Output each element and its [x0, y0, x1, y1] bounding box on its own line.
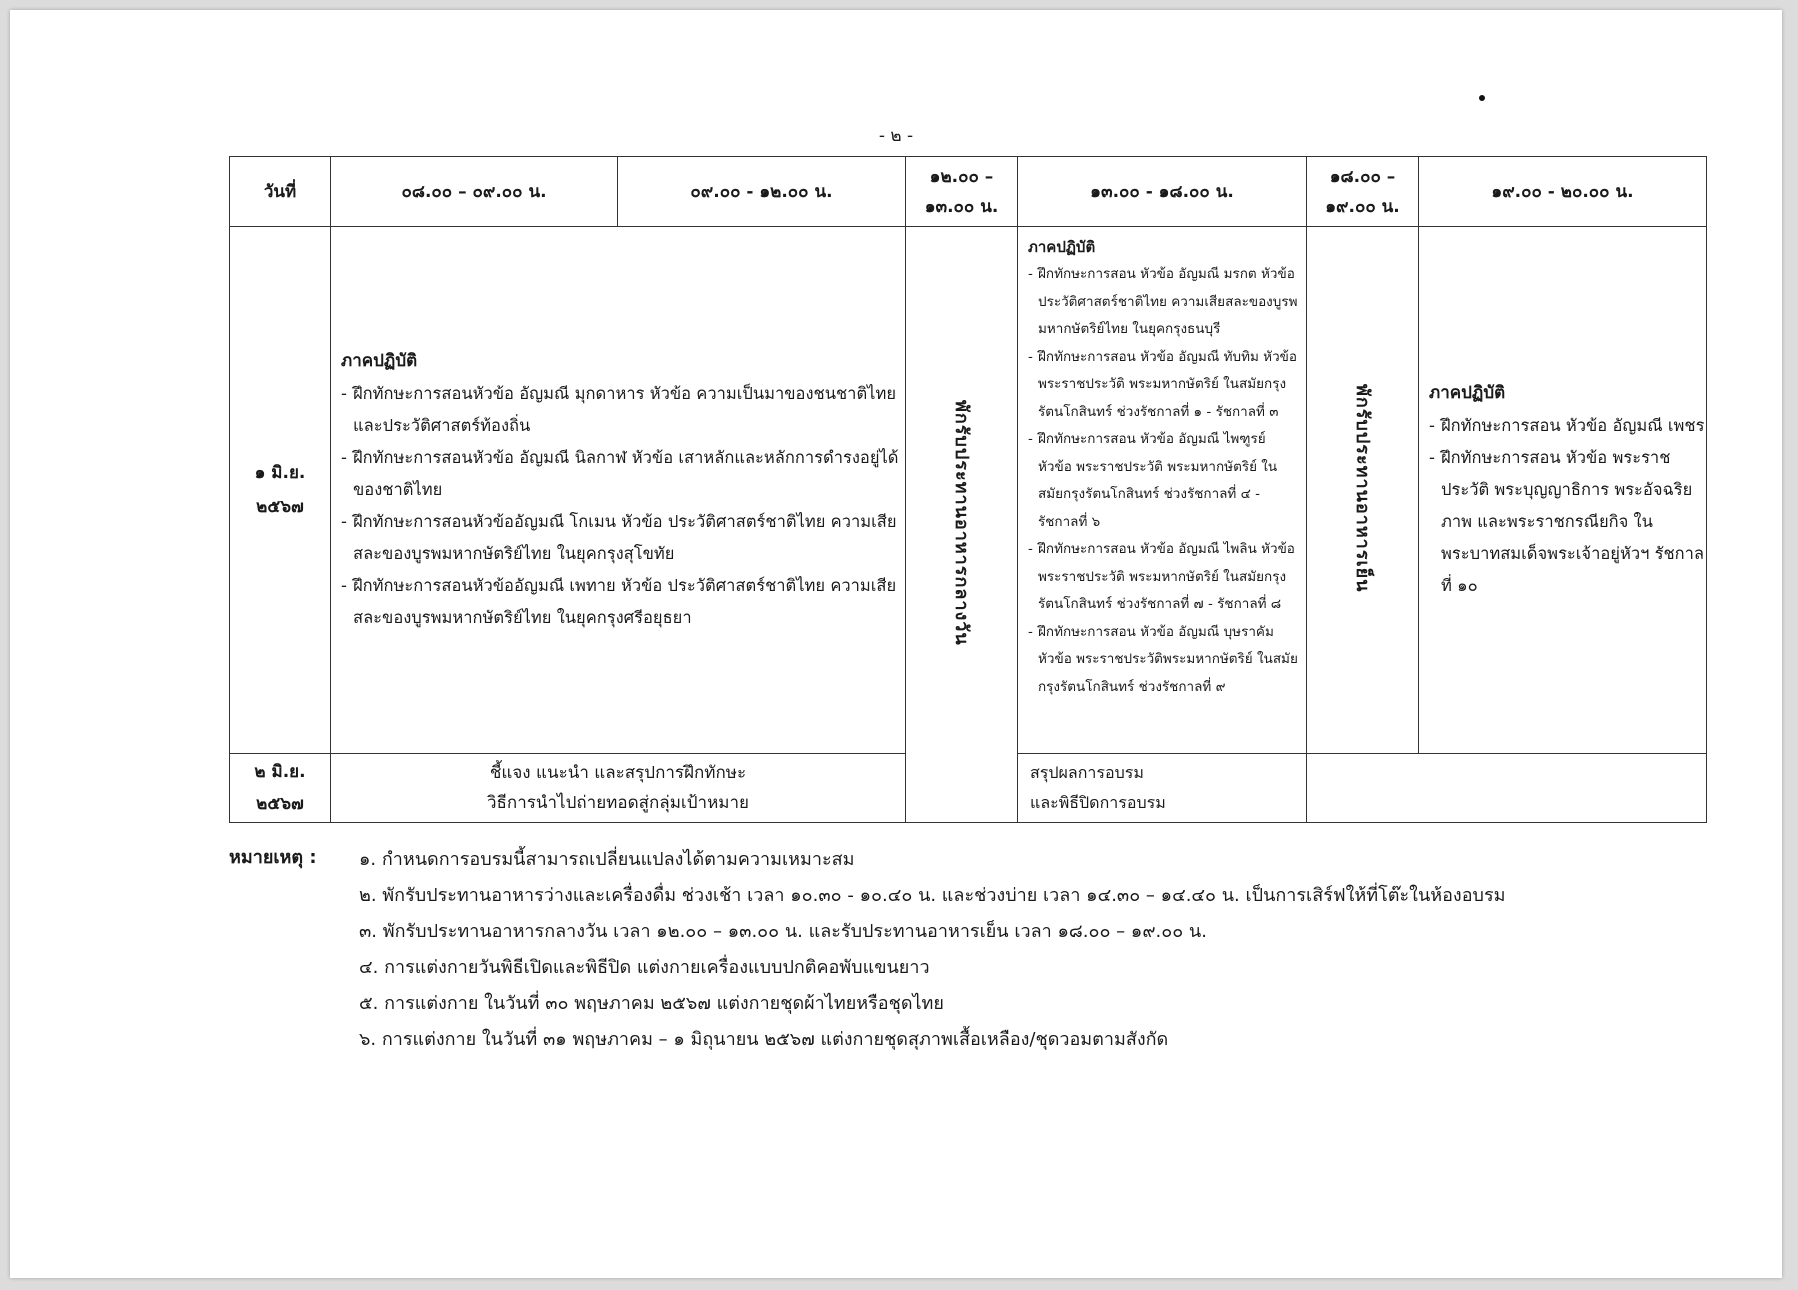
list-item: - ฝึกทักษะการสอน หัวข้อ อัญมณี ไพลิน หัวข้อ พระราชประวัติ พระมหากษัตริย์ ในสมัยกรุงรัตนโกสินทร์ ช่วงรัชกาลที่ ๗ - รัชกาลที่ ๘	[1028, 536, 1302, 619]
header-slot-4: ๑๓.๐๐ - ๑๘.๐๐ น.	[1018, 157, 1307, 227]
header-slot-5-line1: ๑๘.๐๐ –	[1329, 166, 1396, 187]
row1-date-line2: ๒๕๖๗	[256, 497, 304, 517]
row2-afternoon-line1: สรุปผลการอบรม	[1030, 763, 1144, 782]
row2-afternoon-cell	[1018, 754, 1307, 823]
notes-list	[229, 842, 1505, 1058]
row1-afternoon-title: ภาคปฏิบัติ	[1028, 238, 1096, 256]
row2-empty-cell	[1307, 754, 1707, 823]
row1-morning-cell	[331, 227, 906, 754]
row1-date-line1: ๑ มิ.ย.	[254, 463, 306, 483]
note-item: ๕. การแต่งกาย ในวันที่ ๓๐ พฤษภาคม ๒๕๖๗ แต่งกายชุดผ้าไทยหรือชุดไทย	[359, 993, 944, 1014]
row1-afternoon-cell	[1018, 227, 1307, 754]
list-item: - ฝึกทักษะการสอน หัวข้อ อัญมณี ไพฑูรย์ หัวข้อ พระราชประวัติ พระมหากษัตริย์ ในสมัยกรุงรัตนโกสินทร์ ช่วงรัชกาลที่ ๔ - รัชกาลที่ ๖	[1028, 426, 1302, 536]
header-slot-1: ๐๘.๐๐ – ๐๙.๐๐ น.	[331, 157, 618, 227]
dinner-break-label: พักรับประทานอาหารเย็น	[1352, 383, 1373, 593]
row2-afternoon-line2: และพิธีปิดการอบรม	[1030, 793, 1166, 812]
notes-section	[229, 842, 1505, 1058]
header-slot-2: ๐๙.๐๐ - ๑๒.๐๐ น.	[618, 157, 906, 227]
header-slot-5-line2: ๑๙.๐๐ น.	[1325, 196, 1400, 217]
header-row	[230, 157, 1707, 227]
row2-date-line1: ๒ มิ.ย.	[254, 762, 306, 782]
row1-evening-cell	[1419, 227, 1707, 754]
scan-speck	[1479, 95, 1485, 101]
row2-date-line2: ๒๕๖๗	[256, 794, 304, 814]
header-slot-3	[906, 157, 1018, 227]
note-item: ๑. กำหนดการอบรมนี้สามารถเปลี่ยนแปลงได้ตามความเหมาะสม	[359, 849, 855, 870]
header-slot-5	[1307, 157, 1419, 227]
dinner-break-cell	[1307, 227, 1419, 754]
note-item: ๒. พักรับประทานอาหารว่างและเครื่องดื่ม ช่วงเช้า เวลา ๑๐.๓๐ - ๑๐.๔๐ น. และช่วงบ่าย เวลา ๑๔.๓๐ – ๑๔.๔๐ น. เป็นการเสิร์ฟให้ที่โต๊ะในห้องอบรม	[359, 885, 1506, 906]
notes-label: หมายเหตุ :	[229, 847, 317, 868]
list-item: - ฝึกทักษะการสอนหัวข้อ อัญมณี นิลกาฬ หัวข้อ เสาหลักและหลักการดำรงอยู่ได้ของชาติไทย	[341, 442, 905, 506]
row1-evening-title: ภาคปฏิบัติ	[1429, 382, 1506, 403]
document-page	[10, 10, 1782, 1278]
row1-morning-title: ภาคปฏิบัติ	[341, 350, 418, 371]
row2-morning-line2: วิธีการนำไปถ่ายทอดสู่กลุ่มเป้าหมาย	[486, 793, 749, 813]
schedule-table	[229, 156, 1707, 823]
list-item: - ฝึกทักษะการสอน หัวข้อ อัญมณี มรกต หัวข้อ ประวัติศาสตร์ชาติไทย ความเสียสละของบูรพมหากษัตริย์ไทย ในยุคกรุงธนบุรี	[1028, 261, 1302, 344]
row2-morning-cell	[331, 754, 906, 823]
list-item: - ฝึกทักษะการสอน หัวข้อ อัญมณี เพชร	[1429, 410, 1706, 442]
list-item: - ฝึกทักษะการสอนหัวข้อ อัญมณี มุกดาหาร หัวข้อ ความเป็นมาของชนชาติไทย และประวัติศาสตร์ท้องถิ่น	[341, 378, 905, 442]
row2-morning-line1: ชี้แจง แนะนำ และสรุปการฝึกทักษะ	[489, 763, 747, 783]
header-slot-3-line2: ๑๓.๐๐ น.	[924, 196, 999, 217]
header-slot-3-line1: ๑๒.๐๐ –	[929, 166, 994, 187]
row1-evening-list	[1429, 410, 1706, 602]
row1-date	[230, 227, 331, 754]
list-item: - ฝึกทักษะการสอน หัวข้อ พระราชประวัติ พระบุญญาธิการ พระอัจฉริยภาพ และพระราชกรณียกิจ ในพระบาทสมเด็จพระเจ้าอยู่หัวฯ รัชกาลที่ ๑๐	[1429, 442, 1706, 602]
row1-afternoon-list	[1028, 261, 1302, 701]
list-item: - ฝึกทักษะการสอนหัวข้ออัญมณี โกเมน หัวข้อ ประวัติศาสตร์ชาติไทย ความเสียสละของบูรพมหากษัตริย์ไทย ในยุคกรุงสุโขทัย	[341, 506, 905, 570]
table-row	[230, 227, 1707, 754]
lunch-break-label: พักรับประทานอาหารกลางวัน	[951, 399, 972, 646]
note-item: ๓. พักรับประทานอาหารกลางวัน เวลา ๑๒.๐๐ – ๑๓.๐๐ น. และรับประทานอาหารเย็น เวลา ๑๘.๐๐ – ๑๙.๐๐ น.	[359, 921, 1207, 942]
list-item: - ฝึกทักษะการสอน หัวข้อ อัญมณี ทับทิม หัวข้อ พระราชประวัติ พระมหากษัตริย์ ในสมัยกรุงรัตนโกสินทร์ ช่วงรัชกาลที่ ๑ - รัชกาลที่ ๓	[1028, 344, 1302, 427]
list-item: - ฝึกทักษะการสอนหัวข้ออัญมณี เพทาย หัวข้อ ประวัติศาสตร์ชาติไทย ความเสียสละของบูรพมหากษัตริย์ไทย ในยุคกรุงศรีอยุธยา	[341, 570, 905, 634]
note-item: ๖. การแต่งกาย ในวันที่ ๓๑ พฤษภาคม – ๑ มิถุนายน ๒๕๖๗ แต่งกายชุดสุภาพเสื้อเหลือง/ชุดวอมตามสังกัด	[359, 1029, 1169, 1050]
page-number: - ๒ -	[878, 126, 914, 146]
note-item: ๔. การแต่งกายวันพิธีเปิดและพิธีปิด แต่งกายเครื่องแบบปกติคอพับแขนยาว	[359, 957, 930, 978]
row1-morning-list	[341, 378, 905, 634]
list-item: - ฝึกทักษะการสอน หัวข้อ อัญมณี บุษราคัม หัวข้อ พระราชประวัติพระมหากษัตริย์ ในสมัยกรุงรัตนโกสินทร์ ช่วงรัชกาลที่ ๙	[1028, 619, 1302, 702]
header-slot-6: ๑๙.๐๐ - ๒๐.๐๐ น.	[1419, 157, 1707, 227]
lunch-break-cell	[906, 227, 1018, 823]
header-day: วันที่	[230, 157, 331, 227]
row2-date	[230, 754, 331, 823]
